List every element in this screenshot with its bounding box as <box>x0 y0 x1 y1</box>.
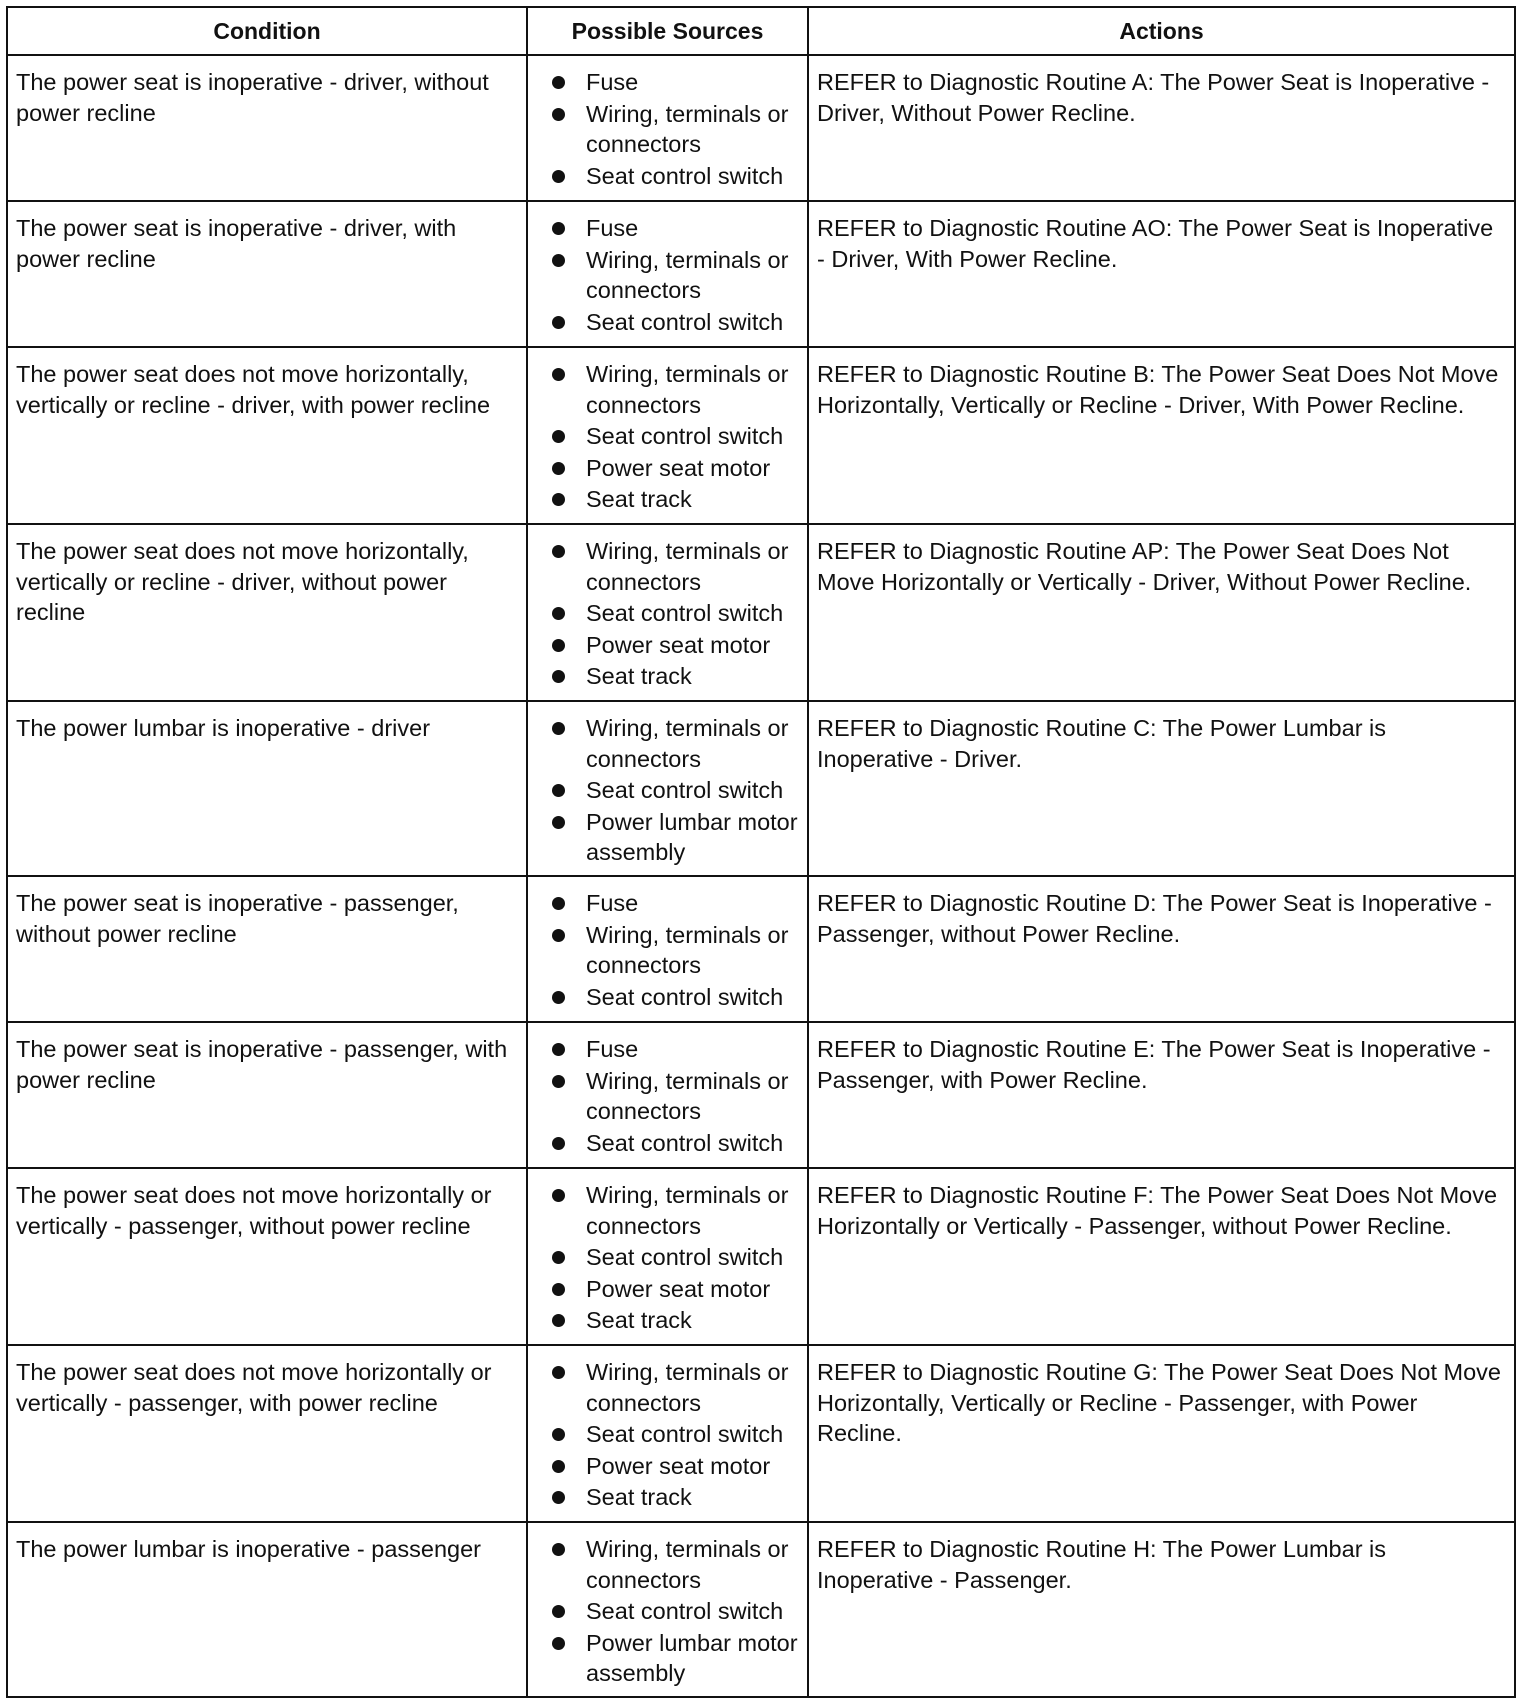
source-item <box>552 1242 803 1273</box>
source-label: Wiring, terminals or connectors <box>586 100 789 157</box>
source-item <box>552 213 803 244</box>
table-row <box>7 55 1515 201</box>
bullet-icon <box>552 1491 565 1504</box>
source-label: Seat control switch <box>586 1421 784 1447</box>
source-item <box>552 1534 803 1595</box>
source-label: Seat control switch <box>586 600 784 626</box>
action-cell: REFER to Diagnostic Routine D: The Power Seat is Inoperative - Passenger, without Power Recline. <box>808 876 1515 1022</box>
condition-cell: The power seat is inoperative - driver, with power recline <box>7 201 527 347</box>
source-item <box>552 598 803 629</box>
source-item <box>552 1628 803 1689</box>
condition-cell: The power seat is inoperative - passenger, without power recline <box>7 876 527 1022</box>
source-item <box>552 920 803 981</box>
bullet-icon <box>552 991 565 1004</box>
action-cell: REFER to Diagnostic Routine C: The Power Lumbar is Inoperative - Driver. <box>808 701 1515 876</box>
source-label: Seat control switch <box>586 983 784 1010</box>
symptom-chart <box>6 6 1514 1698</box>
source-item <box>552 775 803 806</box>
bullet-icon <box>552 76 565 89</box>
source-label: Power seat motor <box>586 454 771 481</box>
sources-cell <box>527 524 808 701</box>
bullet-icon <box>552 639 565 652</box>
source-item <box>552 1451 803 1482</box>
bullet-icon <box>552 897 565 910</box>
source-label: Power seat motor <box>586 1452 771 1479</box>
sources-cell <box>527 55 808 201</box>
source-label: Wiring, terminals or connectors <box>586 1359 789 1416</box>
source-label: Wiring, terminals or connectors <box>586 361 789 418</box>
bullet-icon <box>552 170 565 183</box>
action-cell: REFER to Diagnostic Routine F: The Power Seat Does Not Move Horizontally or Vertically - Passenger, without Power Recline. <box>808 1168 1515 1345</box>
source-label: Wiring, terminals or connectors <box>586 1536 789 1593</box>
source-label: Power lumbar motor assembly <box>586 808 798 865</box>
sources-cell <box>527 1022 808 1168</box>
source-label: Fuse <box>586 890 639 916</box>
source-item <box>552 161 803 192</box>
condition-cell: The power seat is inoperative - driver, without power recline <box>7 55 527 201</box>
source-label: Seat control switch <box>586 777 784 803</box>
sources-list <box>552 1034 803 1158</box>
source-label: Seat control switch <box>586 162 784 189</box>
table-row <box>7 701 1515 876</box>
bullet-icon <box>552 784 565 797</box>
source-item <box>552 421 803 452</box>
action-cell: REFER to Diagnostic Routine G: The Power Seat Does Not Move Horizontally, Vertically or Recline - Passenger, with Power Recline. <box>808 1345 1515 1522</box>
table-row <box>7 524 1515 701</box>
condition-cell: The power seat does not move horizontally, vertically or recline - driver, with power recline <box>7 347 527 524</box>
source-item <box>552 807 803 868</box>
source-label: Seat track <box>586 1484 692 1510</box>
source-item <box>552 67 803 98</box>
sources-list <box>552 536 803 692</box>
source-item <box>552 99 803 160</box>
condition-cell: The power lumbar is inoperative - driver <box>7 701 527 876</box>
bullet-icon <box>552 670 565 683</box>
bullet-icon <box>552 493 565 506</box>
source-item <box>552 1128 803 1159</box>
bullet-icon <box>552 1605 565 1618</box>
bullet-icon <box>552 1189 565 1202</box>
action-cell: REFER to Diagnostic Routine AP: The Power Seat Does Not Move Horizontally or Vertically - Driver, Without Power Recline. <box>808 524 1515 701</box>
table-row <box>7 201 1515 347</box>
source-label: Power lumbar motor assembly <box>586 1629 798 1686</box>
source-item <box>552 359 803 420</box>
sources-cell <box>527 701 808 876</box>
sources-cell <box>527 1345 808 1522</box>
bullet-icon <box>552 462 565 475</box>
source-item <box>552 1066 803 1127</box>
condition-cell: The power lumbar is inoperative - passenger <box>7 1522 527 1697</box>
sources-cell <box>527 1168 808 1345</box>
sources-list <box>552 1180 803 1336</box>
table-row <box>7 1168 1515 1345</box>
bullet-icon <box>552 1366 565 1379</box>
source-label: Wiring, terminals or connectors <box>586 246 789 303</box>
bullet-icon <box>552 929 565 942</box>
source-label: Wiring, terminals or connectors <box>586 1182 789 1239</box>
sources-cell <box>527 1522 808 1697</box>
sources-list <box>552 213 803 337</box>
sources-list <box>552 1357 803 1513</box>
source-item <box>552 888 803 919</box>
bullet-icon <box>552 108 565 121</box>
bullet-icon <box>552 1075 565 1088</box>
bullet-icon <box>552 1428 565 1441</box>
header-row <box>7 7 1515 55</box>
source-item <box>552 245 803 306</box>
diagnostic-table <box>6 6 1516 1698</box>
source-label: Seat control switch <box>586 308 784 335</box>
bullet-icon <box>552 607 565 620</box>
source-label: Wiring, terminals or connectors <box>586 921 789 978</box>
bullet-icon <box>552 1137 565 1150</box>
bullet-icon <box>552 222 565 235</box>
source-label: Fuse <box>586 1036 639 1062</box>
sources-list <box>552 713 803 868</box>
actions-header: Actions <box>808 7 1515 55</box>
source-label: Seat track <box>586 486 692 512</box>
bullet-icon <box>552 316 565 329</box>
sources-list <box>552 359 803 515</box>
sources-list <box>552 1534 803 1689</box>
source-item <box>552 1034 803 1065</box>
condition-cell: The power seat does not move horizontally or vertically - passenger, without power recline <box>7 1168 527 1345</box>
source-item <box>552 307 803 338</box>
source-label: Seat track <box>586 1307 692 1333</box>
source-label: Power seat motor <box>586 1275 771 1302</box>
action-cell: REFER to Diagnostic Routine H: The Power Lumbar is Inoperative - Passenger. <box>808 1522 1515 1697</box>
source-item <box>552 713 803 774</box>
bullet-icon <box>552 1543 565 1556</box>
bullet-icon <box>552 1637 565 1650</box>
source-label: Wiring, terminals or connectors <box>586 715 789 772</box>
source-label: Seat control switch <box>586 1598 784 1624</box>
source-item <box>552 1482 803 1513</box>
table-row <box>7 1522 1515 1697</box>
bullet-icon <box>552 430 565 443</box>
table-row <box>7 347 1515 524</box>
source-item <box>552 982 803 1013</box>
condition-header: Condition <box>7 7 527 55</box>
source-label: Seat track <box>586 663 692 689</box>
bullet-icon <box>552 1314 565 1327</box>
bullet-icon <box>552 1043 565 1056</box>
sources-cell <box>527 201 808 347</box>
bullet-icon <box>552 1460 565 1473</box>
source-label: Wiring, terminals or connectors <box>586 538 789 595</box>
condition-cell: The power seat does not move horizontally, vertically or recline - driver, without power recline <box>7 524 527 701</box>
source-label: Seat control switch <box>586 423 784 449</box>
action-cell: REFER to Diagnostic Routine E: The Power Seat is Inoperative - Passenger, with Power Recline. <box>808 1022 1515 1168</box>
source-label: Wiring, terminals or connectors <box>586 1067 789 1124</box>
source-label: Fuse <box>586 215 639 241</box>
source-item <box>552 1305 803 1336</box>
bullet-icon <box>552 1251 565 1264</box>
source-item <box>552 1357 803 1418</box>
action-cell: REFER to Diagnostic Routine B: The Power Seat Does Not Move Horizontally, Vertically or Recline - Driver, With Power Recline. <box>808 347 1515 524</box>
source-item <box>552 484 803 515</box>
bullet-icon <box>552 368 565 381</box>
bullet-icon <box>552 545 565 558</box>
source-item <box>552 661 803 692</box>
source-item <box>552 1596 803 1627</box>
source-item <box>552 1180 803 1241</box>
action-cell: REFER to Diagnostic Routine A: The Power Seat is Inoperative - Driver, Without Power Recline. <box>808 55 1515 201</box>
bullet-icon <box>552 1283 565 1296</box>
source-label: Fuse <box>586 69 639 95</box>
sources-list <box>552 888 803 1012</box>
possible-sources-header: Possible Sources <box>527 7 808 55</box>
bullet-icon <box>552 816 565 829</box>
source-item <box>552 1419 803 1450</box>
source-item <box>552 453 803 484</box>
source-item <box>552 630 803 661</box>
source-item <box>552 536 803 597</box>
table-row <box>7 876 1515 1022</box>
table-row <box>7 1345 1515 1522</box>
bullet-icon <box>552 722 565 735</box>
condition-cell: The power seat does not move horizontally or vertically - passenger, with power recline <box>7 1345 527 1522</box>
condition-cell: The power seat is inoperative - passenger, with power recline <box>7 1022 527 1168</box>
sources-cell <box>527 347 808 524</box>
action-cell: REFER to Diagnostic Routine AO: The Power Seat is Inoperative - Driver, With Power Recline. <box>808 201 1515 347</box>
bullet-icon <box>552 254 565 267</box>
source-label: Power seat motor <box>586 631 771 658</box>
sources-list <box>552 67 803 191</box>
source-label: Seat control switch <box>586 1129 784 1156</box>
source-label: Seat control switch <box>586 1244 784 1270</box>
sources-cell <box>527 876 808 1022</box>
table-row <box>7 1022 1515 1168</box>
source-item <box>552 1274 803 1305</box>
